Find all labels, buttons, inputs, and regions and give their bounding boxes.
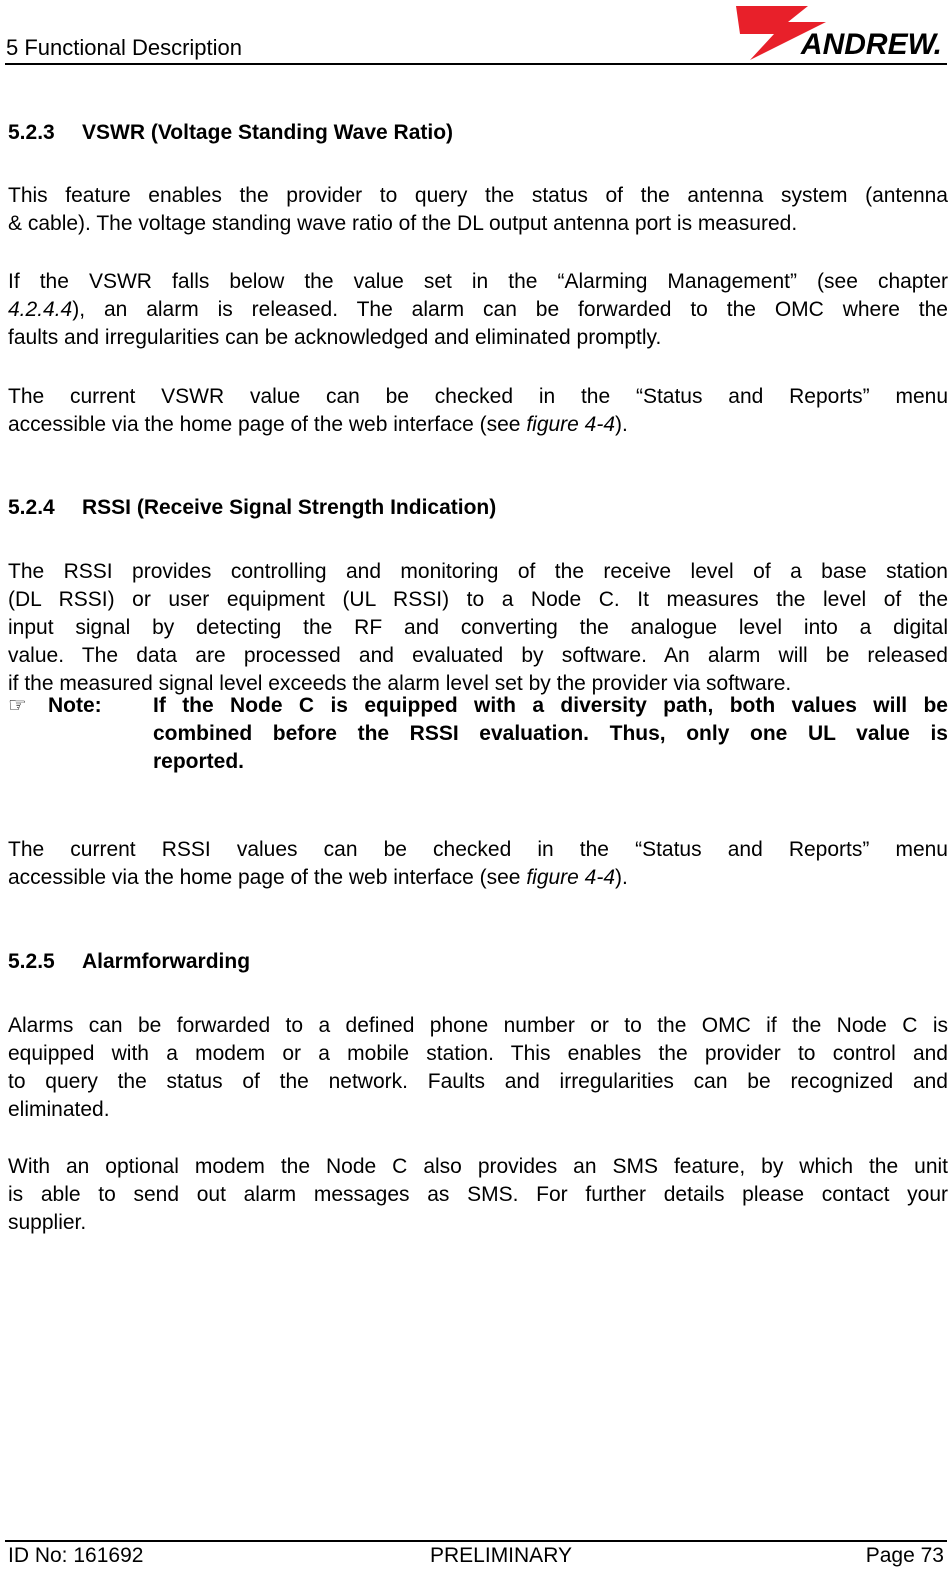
chapter-reference: 4.2.4.4 xyxy=(8,298,73,321)
logo-text: ANDREW. xyxy=(800,28,942,61)
paragraph: Alarms can be forwarded to a defined phone number or to the OMC if the Node C is equipped with a modem or a mobile station. This enables the provider to control and to query the status of the network. Faults and irregularities can be recognized and eliminated. xyxy=(8,1014,948,1121)
note-label: Note: xyxy=(48,694,102,717)
footer-page-number: Page 73 xyxy=(865,1544,944,1567)
figure-reference: figure 4-4 xyxy=(526,866,616,889)
header-rule xyxy=(5,63,947,65)
note-block: ☞ Note: If the Node C is equipped with a diversity path, both values will be combined before the RSSI evaluation. Thus, only one UL value is reported. xyxy=(8,694,948,773)
section-heading-5-2-3 xyxy=(8,120,453,146)
section-title: Alarmforwarding xyxy=(82,950,251,973)
footer-status: PRELIMINARY xyxy=(430,1544,572,1567)
paragraph: This feature enables the provider to query the status of the antenna system (antenna & cable). The voltage standing wave ratio of the DL output antenna port is measured. xyxy=(8,184,948,235)
pointing-hand-icon: ☞ xyxy=(8,694,27,717)
paragraph: If the VSWR falls below the value set in the “Alarming Management” (see chapter 4.2.4.4), an alarm is released. The alarm can be forwarded to the OMC where the faults and irregularities can be acknowledged and eliminated promptly. xyxy=(8,270,948,349)
section-title: RSSI (Receive Signal Strength Indication) xyxy=(82,496,497,519)
section-heading-5-2-4 xyxy=(8,495,496,521)
paragraph: The current RSSI values can be checked in the “Status and Reports” menu accessible via the home page of the web interface (see figure 4-4). xyxy=(8,838,948,889)
section-heading-5-2-5 xyxy=(8,949,250,975)
chapter-header: 5 Functional Description xyxy=(6,35,243,60)
footer-id: ID No: 161692 xyxy=(8,1544,144,1567)
paragraph: With an optional modem the Node C also provides an SMS feature, by which the unit is able to send out alarm messages as SMS. For further details please contact your supplier. xyxy=(8,1155,948,1234)
section-title: VSWR (Voltage Standing Wave Ratio) xyxy=(82,121,454,144)
section-number: 5.2.4 xyxy=(8,496,55,519)
andrew-logo xyxy=(730,2,945,62)
footer-rule xyxy=(5,1540,947,1542)
paragraph: The current VSWR value can be checked in the “Status and Reports” menu accessible via the home page of the web interface (see figure 4-4). xyxy=(8,385,948,436)
section-number: 5.2.5 xyxy=(8,950,55,973)
section-number: 5.2.3 xyxy=(8,121,55,144)
figure-reference: figure 4-4 xyxy=(526,413,616,436)
paragraph: The RSSI provides controlling and monitoring of the receive level of a base station (DL RSSI) or user equipment (UL RSSI) to a Node C. It measures the level of the input signal by detecting the RF and converting the analogue level into a digital value. The data are processed and evaluated by software. An alarm will be released if the measured signal level exceeds the alarm level set by the provider via software. xyxy=(8,560,948,695)
